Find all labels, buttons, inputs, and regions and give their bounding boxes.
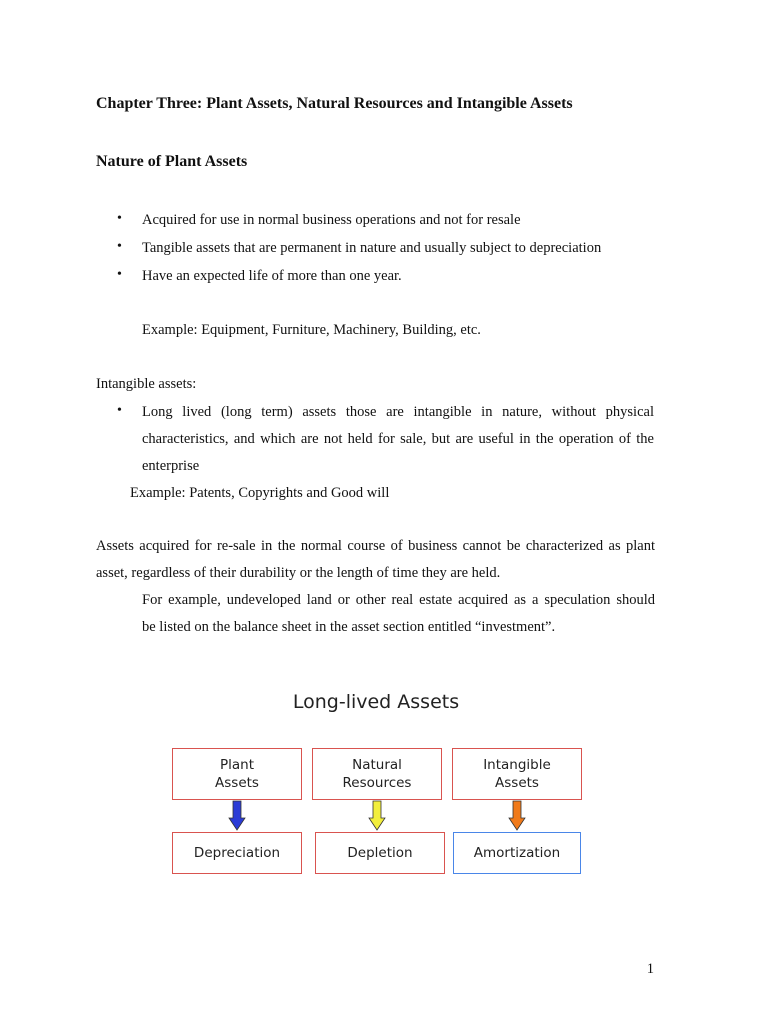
intangible-assets-box <box>452 748 582 800</box>
box-label: Resources <box>342 775 412 791</box>
bullet-text: Acquired for use in normal business operations and not for resale <box>142 212 521 228</box>
down-arrow-icon <box>508 800 526 832</box>
bullet-icon: • <box>117 403 122 418</box>
example-line-2: be listed on the balance sheet in the asset section entitled “investment”. <box>142 619 556 635</box>
depletion-box <box>315 832 445 874</box>
down-arrow-icon <box>228 800 246 832</box>
down-arrow-icon <box>368 800 386 832</box>
section-title: Nature of Plant Assets <box>96 153 248 170</box>
bullet-icon: • <box>117 239 122 254</box>
box-label: Depreciation <box>193 845 281 861</box>
arrow-shape <box>229 801 245 830</box>
intangible-heading: Intangible assets: <box>96 376 197 392</box>
natural-resources-box <box>312 748 442 800</box>
paragraph-line-1: Assets acquired for re-sale in the normal course of business cannot be characterized as plant <box>96 538 655 554</box>
arrow-shape <box>369 801 385 830</box>
box-label: Amortization <box>473 845 561 861</box>
intangible-bullet-line-2: characteristics, and which are not held for sale, but are useful in the operation of the <box>142 431 654 447</box>
plant-example: Example: Equipment, Furniture, Machinery, Building, etc. <box>142 322 481 338</box>
box-label: Depletion <box>347 845 413 861</box>
plant-assets-box <box>172 748 302 800</box>
intangible-example: Example: Patents, Copyrights and Good will <box>130 485 390 501</box>
intangible-bullet-line-3: enterprise <box>142 458 200 474</box>
arrow-shape <box>509 801 525 830</box>
page-number: 1 <box>646 961 654 977</box>
example-line-1: For example, undeveloped land or other real estate acquired as a speculation should <box>142 592 655 608</box>
bullet-text: Tangible assets that are permanent in nature and usually subject to depreciation <box>142 240 602 256</box>
box-label: Natural <box>352 757 402 773</box>
bullet-icon: • <box>117 267 122 282</box>
chapter-title: Chapter Three: Plant Assets, Natural Resources and Intangible Assets <box>96 95 573 112</box>
bullet-text: Have an expected life of more than one year. <box>142 268 402 284</box>
diagram-title: Long-lived Assets <box>292 691 460 713</box>
box-label: Plant <box>219 757 254 773</box>
paragraph-line-2: asset, regardless of their durability or the length of time they are held. <box>96 565 501 581</box>
box-label: Intangible <box>483 757 551 773</box>
intangible-bullet-line-1: Long lived (long term) assets those are intangible in nature, without physical <box>142 404 654 420</box>
bullet-icon: • <box>117 211 122 226</box>
amortization-box <box>453 832 581 874</box>
box-label: Assets <box>495 775 539 791</box>
depreciation-box <box>172 832 302 874</box>
box-label: Assets <box>215 775 259 791</box>
